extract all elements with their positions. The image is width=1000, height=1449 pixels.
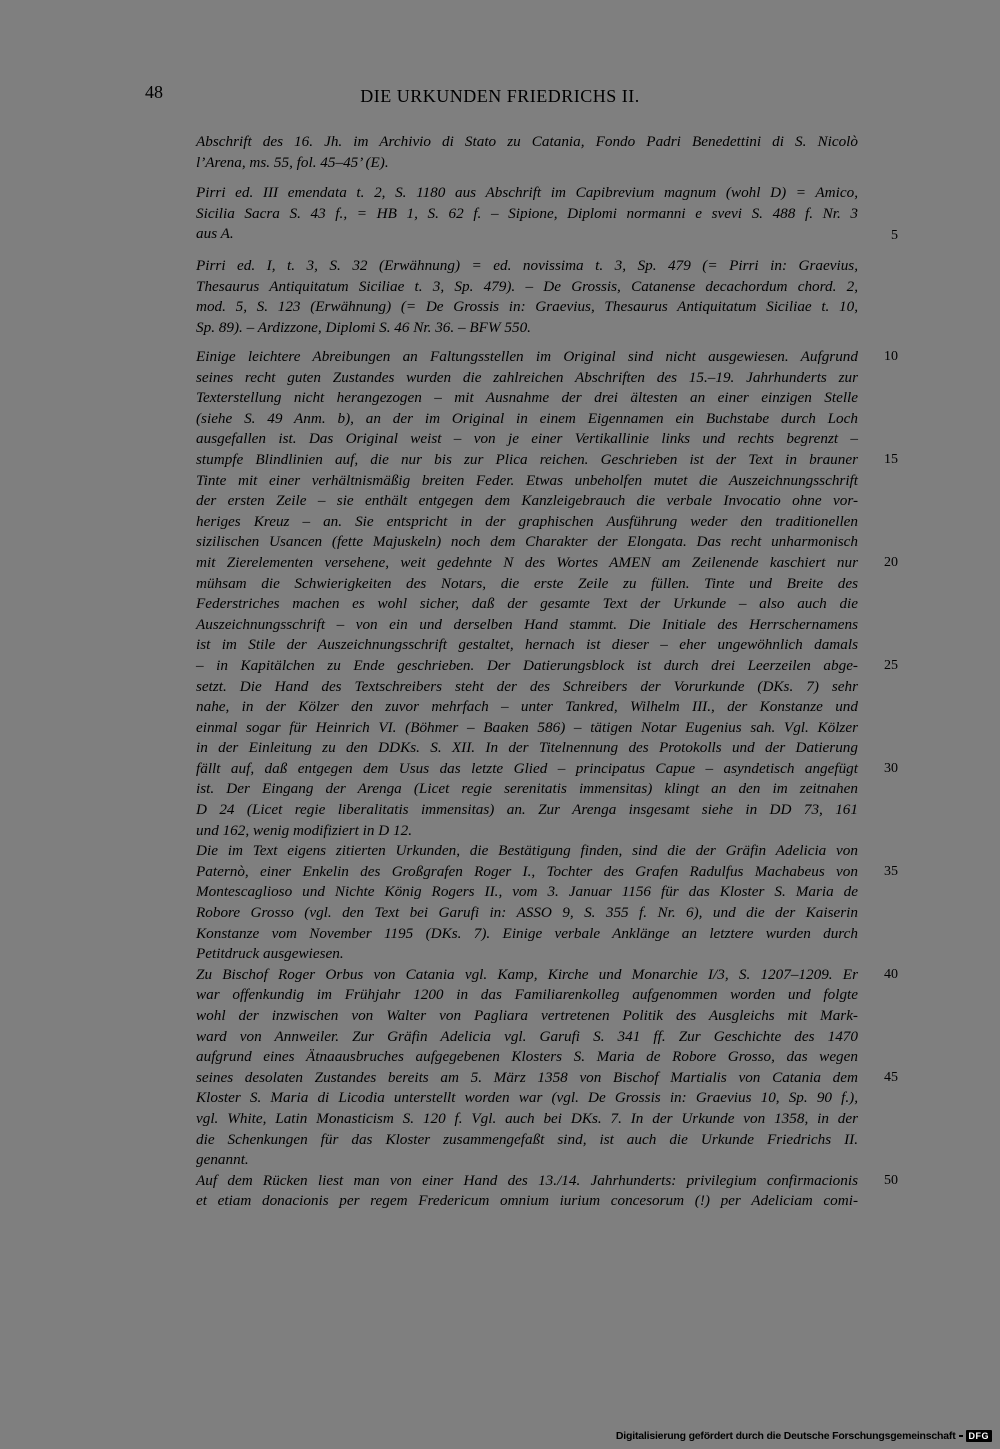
text-line: Einige leichtere Abreibungen an Faltungsstellen im Original sind nicht ausgewiesen. Aufgrund — [196, 348, 858, 365]
text-line: der ersten Zeile – sie enthält entgegen dem Kanzleigebrauch die verbale Invocatio ohne vor- — [196, 492, 858, 510]
text-line: wohl der inzwischen von Walter von Pagliara vertretenen Politik des Ausgleichs mit Mark- — [196, 1007, 858, 1024]
text-line: et etiam donacionis per regem Fredericum omnium iurium concesorum (!) per Adeliciam comi- — [196, 1192, 858, 1210]
footer-credit: Digitalisierung gefördert durch die Deutsche Forschungsgemeinschaft — [615, 1430, 956, 1442]
text-line: Die im Text eigens zitierten Urkunden, die Bestätigung finden, sind die der Gräfin Adelicia von — [196, 842, 858, 860]
text-line: D 24 (Licet regie liberalitatis immensitas) an. Zur Arenga insgesamt siehe in DD 73, 161 — [196, 801, 858, 819]
text-line: war offenkundig im Frühjahr 1200 in das Familiarenkolleg aufgenommen worden und folgte — [196, 986, 858, 1004]
text-line: nahe, in der Kölzer den zuvor mehrfach – unter Tankred, Wilhelm III., der Konstanze und — [196, 698, 858, 716]
text-line: Paternò, einer Enkelin des Großgrafen Roger I., Tochter des Grafen Radulfus Machabeus von — [196, 862, 858, 880]
text-line: l’Arena, ms. 55, fol. 45–45’ (E). — [196, 153, 389, 171]
text-line: ist. Der Eingang der Arenga (Licet regie serenitatis immensitas) klingt an den im zeitnahen — [196, 780, 858, 798]
dfg-logo: DFG — [966, 1430, 993, 1442]
text-line: – in Kapitälchen zu Ende geschrieben. Der Datierungsblock ist durch drei Leerzeilen abge- — [196, 656, 858, 674]
text-line: Kloster S. Maria di Licodia unterstellt worden war (vgl. De Grossis in: Graevius 10, Sp. 90 f.), — [196, 1089, 858, 1107]
text-line: seines desolaten Zustandes bereits am 5. März 1358 von Bischof Martialis von Catania dem — [196, 1068, 858, 1086]
text-line: Zu Bischof Roger Orbus von Catania vgl. Kamp, Kirche und Monarchie I/3, S. 1207–1209. Er — [196, 965, 858, 983]
text-line: fällt auf, daß entgegen dem Usus das letzte Glied – principatus Capue – asyndetisch angefügt — [196, 759, 858, 777]
commentary-block — [196, 347, 858, 1212]
text-line: Pirri ed. III emendata t. 2, S. 1180 aus Abschrift im Capibrevium magnum (wohl D) = Amico, — [196, 184, 858, 201]
text-line: mod. 5, S. 123 (Erwähnung) (= De Grossis in: Graevius, Thesaurus Antiquitatum Siciliae t. 10, — [196, 298, 858, 316]
text-line: Tinte mit einer verhältnismäßig breiten Feder. Etwas unbeholfen mutet die Auszeichnungsschrift — [196, 471, 858, 489]
line-number: 30 — [884, 761, 898, 776]
manuscript-block — [196, 132, 858, 173]
text-line: genannt. — [196, 1151, 249, 1169]
footer — [616, 1430, 992, 1442]
text-line: ist im Stile der Auszeichnungsschrift gestaltet, hernach ist dieser – eher ungewöhnlich damals — [196, 636, 858, 654]
line-number: 45 — [884, 1070, 898, 1085]
literature-block — [196, 256, 858, 338]
line-number: 50 — [884, 1173, 898, 1188]
line-number: 35 — [884, 864, 898, 879]
line-number: 40 — [884, 967, 898, 982]
text-line: aufgrund eines Ätnaausbruches aufgegebenen Klosters S. Maria de Robore Grosso, das wegen — [196, 1048, 858, 1066]
text-line: Auf dem Rücken liest man von einer Hand des 13./14. Jahrhunderts: privilegium confirmacionis — [196, 1171, 858, 1189]
text-line: mit Zierelementen versehene, weit gedehnte N des Wortes AMEN am Zeilenende kaschiert nur — [196, 553, 858, 571]
line-number: 25 — [884, 658, 898, 673]
text-line: Robore Grosso (vgl. den Text bei Garufi in: ASSO 9, S. 355 f. Nr. 6), und die der Kaiserin — [196, 904, 858, 922]
text-line: Thesaurus Antiquitatum Siciliae t. 3, Sp. 479). – De Grossis, Catanense decachordum chord. 2, — [196, 277, 858, 295]
text-line: die Schenkungen für das Kloster zusammengefaßt sind, ist auch die Urkunde Friedrichs II. — [196, 1130, 858, 1148]
text-line: stumpfe Blindlinien auf, die nur bis zur Plica reichen. Geschrieben ist der Text in brauner — [196, 450, 858, 468]
text-line: und 162, wenig modifiziert in D 12. — [196, 821, 412, 839]
text-line: (siehe S. 49 Anm. b), an der im Original in einem Eigennamen ein Buchstabe durch Loch — [196, 409, 858, 427]
text-line: Federstriches machen es wohl sicher, daß der gesamte Text der Urkunde – also auch die — [196, 595, 858, 613]
text-line: seines recht guten Zustandes wurden die zahlreichen Abschriften des 15.–19. Jahrhunderts zur — [196, 368, 858, 386]
text-line: Petitdruck ausgewiesen. — [196, 945, 344, 963]
running-head: DIE URKUNDEN FRIEDRICHS II. — [360, 86, 640, 106]
text-line: sizilischen Usancen (fette Majuskeln) noch dem Charakter der Elongata. Das recht unharmonisch — [196, 533, 858, 551]
text-line: Sp. 89). – Ardizzone, Diplomi S. 46 Nr. 36. – BFW 550. — [196, 318, 531, 336]
text-line: ward von Annweiler. Zur Gräfin Adelicia vgl. Garufi S. 341 ff. Zur Geschichte des 1470 — [196, 1027, 858, 1045]
footer-separator — [959, 1435, 963, 1437]
text-line: Auszeichnungsschrift – von ein und derselben Hand stammt. Die Initiale des Herrschernamens — [196, 615, 858, 633]
text-line: Texterstellung nicht herangezogen – mit Ausnahme der drei ältesten an einer einzigen Stelle — [196, 389, 858, 407]
text-line: Sicilia Sacra S. 43 f., = HB 1, S. 62 f. – Sipione, Diplomi normanni e svevi S. 488 f. Nr. 3 — [196, 204, 858, 222]
text-line: Montescaglioso und Nichte König Rogers II., vom 3. Januar 1156 für das Kloster S. Maria de — [196, 883, 858, 901]
line-number: 5 — [891, 228, 898, 243]
text-line: einmal sogar für Heinrich VI. (Böhmer – Baaken 586) – tätigen Notar Eugenius sah. Vgl. Kölzer — [196, 718, 858, 736]
text-line: ausgefallen ist. Das Original weist – von je einer Vertikallinie links und rechts begrenzt – — [196, 430, 858, 448]
text-line: vgl. White, Latin Monasticism S. 120 f. Vgl. auch bei DKs. 7. In der Urkunde von 1358, in der — [196, 1109, 858, 1127]
line-number: 15 — [884, 452, 898, 467]
text-line: setzt. Die Hand des Textschreibers steht der des Schreibers der Vorurkunde (DKs. 7) sehr — [196, 677, 858, 695]
text-line: aus A. — [196, 225, 234, 243]
text-line: heriges Kreuz – an. Sie entspricht in der graphischen Ausführung weder den traditionellen — [196, 512, 858, 530]
text-line: mühsam die Schwierigkeiten des Notars, die erste Zeile zu füllen. Tinte und Breite des — [196, 574, 858, 592]
editions-block — [196, 183, 858, 245]
text-line: Konstanze vom November 1195 (DKs. 7). Einige verbale Anklänge an letztere wurden durch — [196, 924, 858, 942]
line-number: 10 — [884, 349, 898, 364]
page-number: 48 — [145, 82, 163, 102]
line-number: 20 — [884, 555, 898, 570]
text-line: in der Einleitung zu den DDKs. S. XII. In der Titelnennung des Protokolls und der Datierung — [196, 739, 858, 757]
text-line: Abschrift des 16. Jh. im Archivio di Stato zu Catania, Fondo Padri Benedettini di S. Nicolò — [196, 133, 858, 150]
text-line: Pirri ed. I, t. 3, S. 32 (Erwähnung) = ed. novissima t. 3, Sp. 479 (= Pirri in: Graevius, — [196, 257, 858, 274]
